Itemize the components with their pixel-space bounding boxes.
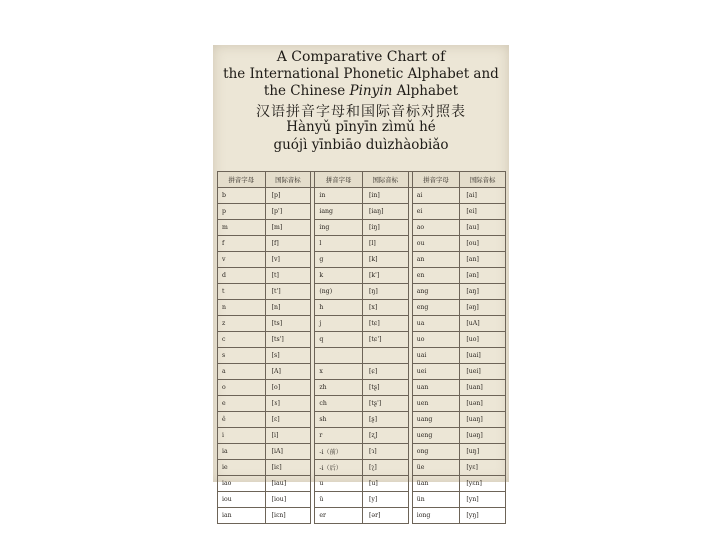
ipa-cell: [n]: [265, 300, 311, 316]
ipa-cell: [ŋ]: [363, 284, 409, 300]
pinyin-cell: -i（前）: [315, 444, 363, 460]
ipa-cell: [o]: [265, 380, 311, 396]
pinyin-cell: zh: [315, 380, 363, 396]
pinyin-cell: h: [315, 300, 363, 316]
ipa-cell: [363, 348, 409, 364]
ipa-cell: [ts']: [265, 332, 311, 348]
pinyin-cell: l: [315, 236, 363, 252]
ipa-cell: [iɛn]: [265, 508, 311, 524]
table-row: [218, 492, 506, 508]
pinyin-cell: en: [412, 268, 460, 284]
chart-title-line-1: A Comparative Chart of: [276, 49, 446, 65]
ipa-cell: [k']: [363, 268, 409, 284]
pinyin-cell: ian: [218, 508, 266, 524]
table-row: [218, 428, 506, 444]
ipa-cell: [uei]: [460, 364, 506, 380]
ipa-cell: [uo]: [460, 332, 506, 348]
pinyin-cell: uei: [412, 364, 460, 380]
pinyin-cell: ie: [218, 460, 266, 476]
header-pinyin-3: 拼音字母: [412, 172, 460, 188]
ipa-cell: [ʅ]: [363, 460, 409, 476]
table-row: [218, 332, 506, 348]
pinyin-cell: uan: [412, 380, 460, 396]
table-row: [218, 188, 506, 204]
pinyin-title-line-2: guójì yīnbiāo duìzhàobiǎo: [273, 137, 449, 153]
pinyin-cell: t: [218, 284, 266, 300]
pinyin-cell: iou: [218, 492, 266, 508]
table-row: [218, 444, 506, 460]
ipa-cell: [x]: [363, 300, 409, 316]
ipa-cell: [iA]: [265, 444, 311, 460]
ipa-cell: [ən]: [460, 268, 506, 284]
ipa-cell: [əŋ]: [460, 300, 506, 316]
ipa-cell: [k]: [363, 252, 409, 268]
table-row: [218, 364, 506, 380]
pinyin-title-line-1: Hànyǔ pīnyīn zìmǔ hé: [286, 119, 436, 135]
ipa-cell: [l]: [363, 236, 409, 252]
pinyin-cell: n: [218, 300, 266, 316]
pinyin-cell: i: [218, 428, 266, 444]
ipa-cell: [v]: [265, 252, 311, 268]
pinyin-cell: [315, 348, 363, 364]
pinyin-cell: c: [218, 332, 266, 348]
ipa-cell: [uəŋ]: [460, 428, 506, 444]
pinyin-cell: ei: [412, 204, 460, 220]
title-line-3-italic: Pinyin: [349, 83, 393, 99]
pinyin-cell: uang: [412, 412, 460, 428]
table-row: [218, 268, 506, 284]
pinyin-cell: g: [315, 252, 363, 268]
ipa-cell: [uA]: [460, 316, 506, 332]
ipa-cell: [ts]: [265, 316, 311, 332]
ipa-cell: [uŋ]: [460, 444, 506, 460]
ipa-cell: [s]: [265, 348, 311, 364]
ipa-cell: [yn]: [460, 492, 506, 508]
table-row: [218, 460, 506, 476]
table-row: [218, 252, 506, 268]
table-row: [218, 476, 506, 492]
ipa-cell: [p]: [265, 188, 311, 204]
pinyin-cell: j: [315, 316, 363, 332]
table-row: [218, 316, 506, 332]
pinyin-cell: x: [315, 364, 363, 380]
ipa-cell: [ai]: [460, 188, 506, 204]
pinyin-cell: k: [315, 268, 363, 284]
title-line-3-post: Alphabet: [392, 83, 459, 99]
pinyin-cell: r: [315, 428, 363, 444]
pinyin-cell: üe: [412, 460, 460, 476]
pinyin-cell: sh: [315, 412, 363, 428]
pinyin-cell: uo: [412, 332, 460, 348]
ipa-cell: [ɤ]: [265, 396, 311, 412]
scanned-chart-image: [213, 45, 509, 519]
pinyin-cell: in: [315, 188, 363, 204]
ipa-cell: [p']: [265, 204, 311, 220]
table-row: [218, 412, 506, 428]
ipa-cell: [ei]: [460, 204, 506, 220]
table-row: [218, 236, 506, 252]
chinese-title: 汉语拼音字母和国际音标对照表: [256, 104, 466, 120]
ipa-cell: [f]: [265, 236, 311, 252]
pinyin-cell: (ng): [315, 284, 363, 300]
pinyin-cell: q: [315, 332, 363, 348]
pinyin-cell: ao: [412, 220, 460, 236]
pinyin-cell: ch: [315, 396, 363, 412]
ipa-cell: [m]: [265, 220, 311, 236]
ipa-cell: [uən]: [460, 396, 506, 412]
ipa-cell: [iŋ]: [363, 220, 409, 236]
table-row: [218, 396, 506, 412]
ipa-cell: [uan]: [460, 380, 506, 396]
ipa-cell: [ʂ]: [363, 412, 409, 428]
pinyin-cell: ueng: [412, 428, 460, 444]
ipa-cell: [A]: [265, 364, 311, 380]
ipa-cell: [iaŋ]: [363, 204, 409, 220]
ipa-cell: [yŋ]: [460, 508, 506, 524]
pinyin-cell: f: [218, 236, 266, 252]
pinyin-cell: üan: [412, 476, 460, 492]
ipa-cell: [ər]: [363, 508, 409, 524]
header-ipa-3: 国际音标: [460, 172, 506, 188]
chart-title-line-3: [213, 83, 509, 99]
pinyin-cell: z: [218, 316, 266, 332]
ipa-cell: [ou]: [460, 236, 506, 252]
pinyin-cell: an: [412, 252, 460, 268]
table-row: [218, 508, 506, 524]
ipa-cell: [iau]: [265, 476, 311, 492]
chart-title-line-2: the International Phonetic Alphabet and: [223, 66, 499, 82]
pinyin-cell: eng: [412, 300, 460, 316]
pinyin-cell: ou: [412, 236, 460, 252]
pinyin-cell: uai: [412, 348, 460, 364]
pinyin-cell: ing: [315, 220, 363, 236]
pinyin-cell: o: [218, 380, 266, 396]
pinyin-cell: p: [218, 204, 266, 220]
pinyin-cell: b: [218, 188, 266, 204]
pinyin-cell: iong: [412, 508, 460, 524]
header-pinyin-1: 拼音字母: [218, 172, 266, 188]
pinyin-cell: ê: [218, 412, 266, 428]
pinyin-cell: ia: [218, 444, 266, 460]
pinyin-cell: ai: [412, 188, 460, 204]
pinyin-cell: s: [218, 348, 266, 364]
ipa-cell: [tɕ']: [363, 332, 409, 348]
table-row: [218, 300, 506, 316]
pinyin-cell: ong: [412, 444, 460, 460]
pinyin-cell: m: [218, 220, 266, 236]
table-row: [218, 380, 506, 396]
ipa-cell: [t']: [265, 284, 311, 300]
pinyin-cell: ang: [412, 284, 460, 300]
pinyin-cell: er: [315, 508, 363, 524]
pinyin-cell: uen: [412, 396, 460, 412]
ipa-cell: [iɛ]: [265, 460, 311, 476]
ipa-cell: [tɕ]: [363, 316, 409, 332]
comparison-table: [217, 171, 506, 519]
ipa-cell: [tʂ]: [363, 380, 409, 396]
ipa-cell: [iou]: [265, 492, 311, 508]
title-line-3-pre: the Chinese: [263, 83, 350, 99]
table-row: [218, 348, 506, 364]
pinyin-cell: ün: [412, 492, 460, 508]
ipa-cell: [au]: [460, 220, 506, 236]
ipa-cell: [an]: [460, 252, 506, 268]
pinyin-cell: v: [218, 252, 266, 268]
table-row: [218, 284, 506, 300]
pinyin-cell: a: [218, 364, 266, 380]
pinyin-cell: ua: [412, 316, 460, 332]
ipa-cell: [ɛ]: [265, 412, 311, 428]
ipa-cell: [uaŋ]: [460, 412, 506, 428]
ipa-cell: [t]: [265, 268, 311, 284]
header-pinyin-2: 拼音字母: [315, 172, 363, 188]
pinyin-cell: iao: [218, 476, 266, 492]
ipa-cell: [u]: [363, 476, 409, 492]
pinyin-cell: ü: [315, 492, 363, 508]
table-body: [218, 188, 506, 524]
pinyin-cell: iang: [315, 204, 363, 220]
ipa-cell: [uai]: [460, 348, 506, 364]
pinyin-cell: -i（后）: [315, 460, 363, 476]
ipa-cell: [tʂ']: [363, 396, 409, 412]
ipa-cell: [yɛ]: [460, 460, 506, 476]
ipa-cell: [i]: [265, 428, 311, 444]
pinyin-cell: u: [315, 476, 363, 492]
ipa-cell: [ɿ]: [363, 444, 409, 460]
ipa-cell: [ɕ]: [363, 364, 409, 380]
pinyin-cell: e: [218, 396, 266, 412]
table-header-row: [218, 172, 506, 188]
header-ipa-2: 国际音标: [363, 172, 409, 188]
ipa-cell: [in]: [363, 188, 409, 204]
ipa-cell: [ʐ]: [363, 428, 409, 444]
ipa-cell: [y]: [363, 492, 409, 508]
table-row: [218, 220, 506, 236]
header-ipa-1: 国际音标: [265, 172, 311, 188]
ipa-cell: [aŋ]: [460, 284, 506, 300]
table-row: [218, 204, 506, 220]
ipa-cell: [yɛn]: [460, 476, 506, 492]
pinyin-cell: d: [218, 268, 266, 284]
